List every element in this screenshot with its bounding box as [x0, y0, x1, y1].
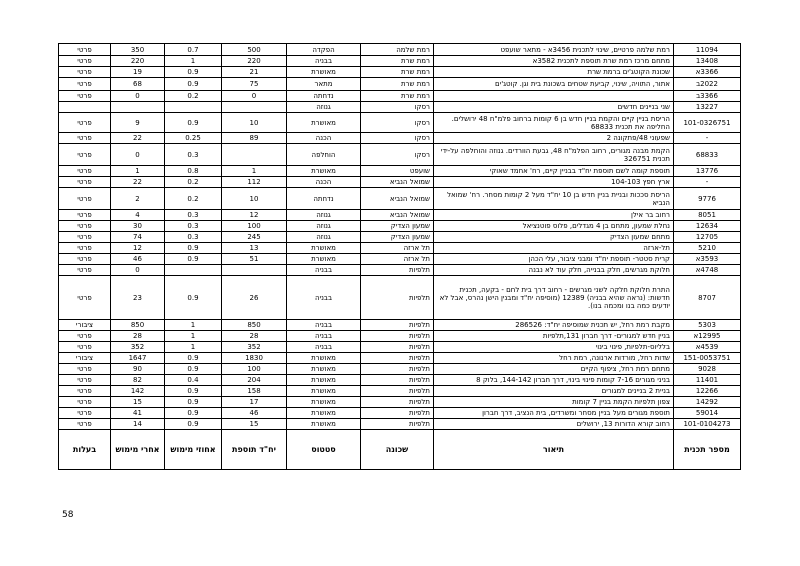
neighborhood-cell: שמעון הצדיק: [361, 232, 434, 243]
after-realization-cell: 4: [111, 210, 165, 221]
table-row: [59, 166, 741, 177]
table-row: [59, 44, 741, 56]
after-realization-cell: 90: [111, 364, 165, 375]
after-realization-cell: 142: [111, 386, 165, 397]
table-row: [59, 67, 741, 78]
plan-number-cell: 3593א: [674, 254, 741, 265]
table-row: [59, 221, 741, 232]
table-row: [59, 91, 741, 102]
neighborhood-cell: שמואל הנביא: [361, 210, 434, 221]
realization-pct-cell: 0.9: [165, 254, 222, 265]
units-added-cell: 51: [222, 254, 287, 265]
description-cell: חלוקת מגרשים, חלק בבנייה, חלק עוד לא נבנה: [434, 265, 674, 276]
plan-number-cell: 13776: [674, 166, 741, 177]
status-cell: גנוזה: [287, 232, 361, 243]
ownership-cell: פרטי: [59, 133, 111, 144]
description-cell: תל-ארזה: [434, 243, 674, 254]
neighborhood-cell: רמת שרת: [361, 56, 434, 67]
ownership-cell: [59, 102, 111, 113]
table-header-row: [59, 430, 741, 470]
status-cell: מאושרת: [287, 419, 361, 430]
after-realization-cell: 68: [111, 78, 165, 91]
after-realization-cell: 1647: [111, 353, 165, 364]
realization-pct-cell: 0.9: [165, 397, 222, 408]
ownership-cell: ציבורי: [59, 320, 111, 331]
table-row: [59, 386, 741, 397]
description-cell: ארץ חפץ 104-103: [434, 177, 674, 188]
ownership-cell: פרטי: [59, 56, 111, 67]
description-cell: בניין חדש למגורים- דרך חברון 131,תלפיות: [434, 331, 674, 342]
status-cell: מתאר: [287, 78, 361, 91]
plan-number-cell: 68833: [674, 144, 741, 166]
realization-pct-cell: 0.9: [165, 78, 222, 91]
realization-pct-cell: 1: [165, 331, 222, 342]
neighborhood-cell: תלפיות: [361, 375, 434, 386]
description-cell: שפעוני 48/פתקונה 2: [434, 133, 674, 144]
status-cell: מאושרת: [287, 386, 361, 397]
page-number: 58: [62, 510, 74, 520]
plan-number-cell: 12634: [674, 221, 741, 232]
units-added-cell: 28: [222, 331, 287, 342]
status-cell: בבניה: [287, 265, 361, 276]
neighborhood-cell: תלפיות: [361, 364, 434, 375]
units-added-cell: 10: [222, 113, 287, 133]
table-row: [59, 375, 741, 386]
after-realization-cell: 28: [111, 331, 165, 342]
neighborhood-cell: תלפיות: [361, 331, 434, 342]
neighborhood-cell: תלפיות: [361, 320, 434, 331]
after-realization-cell: 220: [111, 56, 165, 67]
realization-pct-cell: 0.3: [165, 232, 222, 243]
status-cell: גנוזה: [287, 210, 361, 221]
units-added-cell: 1830: [222, 353, 287, 364]
description-cell: מתחם רמת רחל, ציפוף הקיים: [434, 364, 674, 375]
units-added-cell: 26: [222, 276, 287, 320]
realization-pct-cell: 0.9: [165, 67, 222, 78]
realization-pct-cell: 0.2: [165, 177, 222, 188]
after-realization-cell: 352: [111, 342, 165, 353]
description-cell: רמת שלמה פרטיים, שינוי לתכנית 3456א - מתאר שועפט: [434, 44, 674, 56]
realization-pct-cell: 0.9: [165, 386, 222, 397]
realization-pct-cell: 0.7: [165, 44, 222, 56]
realization-pct-cell: 0.3: [165, 210, 222, 221]
after-realization-cell: 1: [111, 166, 165, 177]
neighborhood-cell: תלפיות: [361, 276, 434, 320]
status-cell: מאושרת: [287, 408, 361, 419]
description-cell: רחוב קורא הדורות 13, ירושלים: [434, 419, 674, 430]
units-added-cell: 46: [222, 408, 287, 419]
after-realization-cell: 19: [111, 67, 165, 78]
header-plan-number: מספר תכנית: [674, 430, 741, 470]
ownership-cell: פרטי: [59, 276, 111, 320]
plan-number-cell: 151-0053751: [674, 353, 741, 364]
neighborhood-cell: רמת שרת: [361, 78, 434, 91]
header-ownership: בעלות: [59, 430, 111, 470]
plan-number-cell: -: [674, 133, 741, 144]
ownership-cell: פרטי: [59, 67, 111, 78]
table-row: [59, 188, 741, 210]
ownership-cell: פרטי: [59, 419, 111, 430]
after-realization-cell: 30: [111, 221, 165, 232]
description-cell: [434, 91, 674, 102]
ownership-cell: פרטי: [59, 144, 111, 166]
neighborhood-cell: רסקו: [361, 133, 434, 144]
plan-number-cell: -: [674, 177, 741, 188]
plan-number-cell: 13408: [674, 56, 741, 67]
after-realization-cell: 22: [111, 133, 165, 144]
description-cell: שכונת הקוטג'ים ברמת שרת: [434, 67, 674, 78]
ownership-cell: פרטי: [59, 331, 111, 342]
units-added-cell: 850: [222, 320, 287, 331]
neighborhood-cell: תלפיות: [361, 419, 434, 430]
ownership-cell: פרטי: [59, 342, 111, 353]
plan-number-cell: 9776: [674, 188, 741, 210]
units-added-cell: [222, 265, 287, 276]
plan-number-cell: 12995א: [674, 331, 741, 342]
ownership-cell: פרטי: [59, 188, 111, 210]
header-neighborhood: שכונה: [361, 430, 434, 470]
neighborhood-cell: רמת שרת: [361, 67, 434, 78]
header-units-added: יח"ד תוספת: [222, 430, 287, 470]
header-realization-pct: אחוזי מימוש: [165, 430, 222, 470]
realization-pct-cell: 0.9: [165, 243, 222, 254]
description-cell: בלליוס-תלפיות, פינוי בינוי: [434, 342, 674, 353]
plan-number-cell: 14292: [674, 397, 741, 408]
header-after-realization: אחרי מימוש: [111, 430, 165, 470]
description-cell: מתחם מרכז רמת שרת תוספת לתכנית 3582א: [434, 56, 674, 67]
units-added-cell: 0: [222, 91, 287, 102]
plan-number-cell: 101-0104273: [674, 419, 741, 430]
neighborhood-cell: שועפט: [361, 166, 434, 177]
ownership-cell: פרטי: [59, 177, 111, 188]
table-row: [59, 331, 741, 342]
table-row: [59, 243, 741, 254]
status-cell: הכנה: [287, 133, 361, 144]
realization-pct-cell: 0.9: [165, 353, 222, 364]
ownership-cell: פרטי: [59, 221, 111, 232]
status-cell: בבניה: [287, 320, 361, 331]
table-row: [59, 353, 741, 364]
status-cell: נדחתה: [287, 188, 361, 210]
status-cell: מאושרת: [287, 254, 361, 265]
plan-number-cell: 3366ב: [674, 91, 741, 102]
table-row: [59, 102, 741, 113]
after-realization-cell: 0: [111, 144, 165, 166]
description-cell: תוספת מגורים מעל בניין מסחר ומשרדים, בית הנציב, דרך חברון: [434, 408, 674, 419]
neighborhood-cell: תלפיות: [361, 342, 434, 353]
realization-pct-cell: 1: [165, 342, 222, 353]
plan-number-cell: 4748א: [674, 265, 741, 276]
status-cell: הכנה: [287, 177, 361, 188]
neighborhood-cell: רסקו: [361, 113, 434, 133]
ownership-cell: פרטי: [59, 408, 111, 419]
plan-number-cell: 3366א: [674, 67, 741, 78]
table-row: [59, 56, 741, 67]
ownership-cell: פרטי: [59, 364, 111, 375]
table-row: [59, 320, 741, 331]
description-cell: הריסת סככות ובניית בניין חדש בן 10 יח"ד מעל 2 קומות מסחר. רח' שמואל הנביא: [434, 188, 674, 210]
status-cell: מאושרת: [287, 375, 361, 386]
ownership-cell: פרטי: [59, 78, 111, 91]
realization-pct-cell: 0.9: [165, 113, 222, 133]
plans-table: [58, 43, 741, 470]
ownership-cell: פרטי: [59, 375, 111, 386]
description-cell: מקבת רמת רחל, יש תכנית שמוסיפה יח"ד: 286526: [434, 320, 674, 331]
units-added-cell: 112: [222, 177, 287, 188]
description-cell: שדות רחל, מורדות ארנונה, רמת רחל: [434, 353, 674, 364]
units-added-cell: 500: [222, 44, 287, 56]
after-realization-cell: 46: [111, 254, 165, 265]
units-added-cell: 13: [222, 243, 287, 254]
description-cell: התרת חלוקת חלקה לשני מגרשים - רחוב דרך בית לחם - בקעה, תכנית חדשות: (נראה שהיא בבניה) 12389 (מוסיפה יח"ד ומבנין הישן נהרס, אבל לא יודעים כמה בנו ומכמה בנו).: [434, 276, 674, 320]
neighborhood-cell: רמת שלמה: [361, 44, 434, 56]
neighborhood-cell: תלפיות: [361, 408, 434, 419]
after-realization-cell: [111, 102, 165, 113]
status-cell: הוחלפה: [287, 144, 361, 166]
units-added-cell: 158: [222, 386, 287, 397]
neighborhood-cell: רסקו: [361, 102, 434, 113]
header-description: תיאור: [434, 430, 674, 470]
after-realization-cell: 2: [111, 188, 165, 210]
neighborhood-cell: תלפיות: [361, 353, 434, 364]
status-cell: בבניה: [287, 331, 361, 342]
status-cell: בבניה: [287, 276, 361, 320]
status-cell: מאושרת: [287, 113, 361, 133]
table-row: [59, 133, 741, 144]
table-row: [59, 419, 741, 430]
ownership-cell: ציבורי: [59, 353, 111, 364]
realization-pct-cell: 0.2: [165, 91, 222, 102]
realization-pct-cell: 0.9: [165, 364, 222, 375]
status-cell: גנוזה: [287, 102, 361, 113]
status-cell: בבניה: [287, 342, 361, 353]
neighborhood-cell: רסקו: [361, 144, 434, 166]
after-realization-cell: 23: [111, 276, 165, 320]
after-realization-cell: 22: [111, 177, 165, 188]
after-realization-cell: 350: [111, 44, 165, 56]
plan-number-cell: 4539א: [674, 342, 741, 353]
neighborhood-cell: שמואל הנביא: [361, 177, 434, 188]
status-cell: גנוזה: [287, 221, 361, 232]
status-cell: מאושרת: [287, 166, 361, 177]
neighborhood-cell: רמת שרת: [361, 91, 434, 102]
table-row: [59, 408, 741, 419]
units-added-cell: 10: [222, 188, 287, 210]
neighborhood-cell: שמואל הנביא: [361, 188, 434, 210]
after-realization-cell: 14: [111, 419, 165, 430]
neighborhood-cell: תל ארזה: [361, 254, 434, 265]
after-realization-cell: 74: [111, 232, 165, 243]
neighborhood-cell: תל ארזה: [361, 243, 434, 254]
table-row: [59, 254, 741, 265]
neighborhood-cell: תלפיות: [361, 386, 434, 397]
description-cell: בניית 2 בניינים למגורים: [434, 386, 674, 397]
realization-pct-cell: 0.9: [165, 408, 222, 419]
plan-number-cell: 101-0326751: [674, 113, 741, 133]
description-cell: הקמת מבנה מגורים, רחוב הפלמ"ח 48, גבעת הוורדים. גנוזה והוחלפה על-ידי תכנית 326751: [434, 144, 674, 166]
after-realization-cell: 82: [111, 375, 165, 386]
after-realization-cell: 15: [111, 397, 165, 408]
realization-pct-cell: 1: [165, 320, 222, 331]
table-row: [59, 113, 741, 133]
description-cell: שני בניינים חדשים: [434, 102, 674, 113]
units-added-cell: 100: [222, 221, 287, 232]
after-realization-cell: 850: [111, 320, 165, 331]
ownership-cell: פרטי: [59, 265, 111, 276]
after-realization-cell: 0: [111, 265, 165, 276]
table-body: [59, 44, 741, 470]
units-added-cell: 15: [222, 419, 287, 430]
ownership-cell: פרטי: [59, 44, 111, 56]
realization-pct-cell: 0.3: [165, 221, 222, 232]
status-cell: מאושרת: [287, 397, 361, 408]
neighborhood-cell: תלפיות: [361, 265, 434, 276]
plan-number-cell: 12705: [674, 232, 741, 243]
realization-pct-cell: 0.2: [165, 188, 222, 210]
units-added-cell: 352: [222, 342, 287, 353]
units-added-cell: 1: [222, 166, 287, 177]
plan-number-cell: 9028: [674, 364, 741, 375]
plan-number-cell: 11401: [674, 375, 741, 386]
neighborhood-cell: תלפיות: [361, 397, 434, 408]
units-added-cell: 204: [222, 375, 287, 386]
ownership-cell: פרטי: [59, 243, 111, 254]
ownership-cell: פרטי: [59, 397, 111, 408]
status-cell: בבניה: [287, 56, 361, 67]
description-cell: הריסת בניין קיים והקמת בניין חדש בן 6 קומות ברחוב פלמ"ח 48 ירושלים. החליפה את תכנית 68833: [434, 113, 674, 133]
after-realization-cell: 9: [111, 113, 165, 133]
units-added-cell: 89: [222, 133, 287, 144]
table-row: [59, 265, 741, 276]
plan-number-cell: 59014: [674, 408, 741, 419]
realization-pct-cell: 0.9: [165, 276, 222, 320]
plan-number-cell: 5210: [674, 243, 741, 254]
plan-number-cell: 12266: [674, 386, 741, 397]
units-added-cell: [222, 144, 287, 166]
realization-pct-cell: [165, 265, 222, 276]
units-added-cell: 12: [222, 210, 287, 221]
after-realization-cell: 12: [111, 243, 165, 254]
description-cell: רחוב בר אילן: [434, 210, 674, 221]
plan-number-cell: 13227: [674, 102, 741, 113]
table-row: [59, 364, 741, 375]
after-realization-cell: 41: [111, 408, 165, 419]
ownership-cell: פרטי: [59, 166, 111, 177]
status-cell: מאושרת: [287, 243, 361, 254]
ownership-cell: פרטי: [59, 386, 111, 397]
realization-pct-cell: 0.4: [165, 375, 222, 386]
table-row: [59, 342, 741, 353]
units-added-cell: 100: [222, 364, 287, 375]
plan-number-cell: 2022ב: [674, 78, 741, 91]
ownership-cell: פרטי: [59, 113, 111, 133]
ownership-cell: פרטי: [59, 232, 111, 243]
plan-number-cell: 8051: [674, 210, 741, 221]
units-added-cell: 21: [222, 67, 287, 78]
plan-number-cell: 5303: [674, 320, 741, 331]
units-added-cell: 75: [222, 78, 287, 91]
ownership-cell: פרטי: [59, 254, 111, 265]
realization-pct-cell: 0.25: [165, 133, 222, 144]
description-cell: תוספת קומה לשם תוספת יח"ד בבניין קיים, רח' אחמד שאוקי: [434, 166, 674, 177]
description-cell: בניני מגורים 7-16 קומות פינוי בינוי, דרך חברון 144-142, בלוק 8: [434, 375, 674, 386]
table-row: [59, 177, 741, 188]
table-row: [59, 210, 741, 221]
table-row: [59, 78, 741, 91]
realization-pct-cell: 0.9: [165, 419, 222, 430]
ownership-cell: פרטי: [59, 210, 111, 221]
after-realization-cell: 0: [111, 91, 165, 102]
realization-pct-cell: [165, 102, 222, 113]
plan-number-cell: 11094: [674, 44, 741, 56]
units-added-cell: 220: [222, 56, 287, 67]
status-cell: הפקדה: [287, 44, 361, 56]
units-added-cell: 17: [222, 397, 287, 408]
units-added-cell: [222, 102, 287, 113]
table-row: [59, 232, 741, 243]
realization-pct-cell: 0.8: [165, 166, 222, 177]
header-status: סטטוס: [287, 430, 361, 470]
description-cell: צפון תלפיות הקמת בניין 7 קומות: [434, 397, 674, 408]
status-cell: נדחתה: [287, 91, 361, 102]
units-added-cell: 245: [222, 232, 287, 243]
status-cell: מאושרת: [287, 364, 361, 375]
status-cell: מאושרת: [287, 353, 361, 364]
status-cell: מאושרת: [287, 67, 361, 78]
table-row: [59, 397, 741, 408]
table-row: [59, 144, 741, 166]
description-cell: נחלת שמעון, מתחם בן 4 מגדלים, פלוס פוטנציאל: [434, 221, 674, 232]
realization-pct-cell: 0.3: [165, 144, 222, 166]
table-row: [59, 276, 741, 320]
description-cell: מתחם שמעון הצדיק: [434, 232, 674, 243]
ownership-cell: פרטי: [59, 91, 111, 102]
plan-number-cell: 8707: [674, 276, 741, 320]
description-cell: קרית סטטר- תוספת יח"ד ומבני ציבור, עלי הכהן: [434, 254, 674, 265]
realization-pct-cell: 1: [165, 56, 222, 67]
description-cell: אתור, התוויה, שינוי, קביעת שטחים בשכונת בית וגן. קוטג'ים: [434, 78, 674, 91]
neighborhood-cell: שמעון הצדיק: [361, 221, 434, 232]
